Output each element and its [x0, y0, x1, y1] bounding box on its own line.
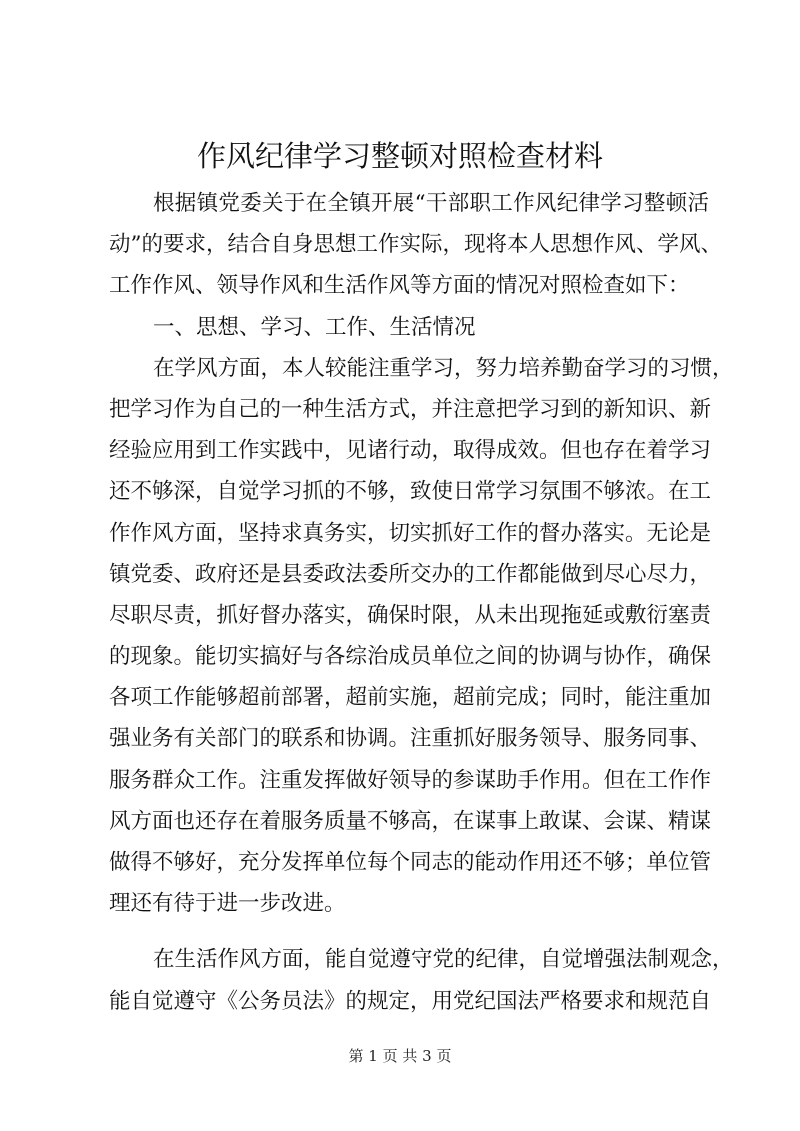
section-heading — [109, 307, 709, 348]
text-line: 镇党委、政府还是县委政法委所交办的工作都能做到尽心尽力， — [109, 561, 712, 587]
text-line: 经验应用到工作实践中，见诸行动，取得成效。但也存在着学习 — [109, 438, 712, 464]
text-line: 还不够深，自觉学习抓的不够，致使日常学习氛围不够浓。在工 — [109, 479, 712, 505]
paragraph-study-work — [109, 348, 734, 925]
paragraph-gap — [109, 924, 709, 939]
text-line: 做得不够好，充分发挥单位每个同志的能动作用还不够；单位管 — [109, 850, 712, 875]
document-title: 作风纪律学习整顿对照检查材料 — [196, 139, 603, 173]
text-line: 能自觉遵守《公务员法》的规定，用党纪国法严格要求和规范自 — [109, 988, 712, 1014]
paragraph-life — [109, 939, 734, 1021]
text-line: 一、思想、学习、工作、生活情况 — [153, 314, 476, 340]
text-line: 尽职尽责，抓好督办落实，确保时限，从未出现拖延或敷衍塞责 — [109, 602, 712, 628]
text-line: 强业务有关部门的联系和协调。注重抓好服务领导、服务同事、 — [109, 726, 712, 752]
text-line: 风方面也还存在着服务质量不够高，在谋事上敢谋、会谋、精谋 — [109, 808, 712, 834]
text-line: 动”的要求，结合自身思想工作实际，现将本人思想作风、学风、 — [109, 232, 722, 258]
text-line: 理还有待于进一步改进。 — [109, 891, 346, 917]
text-line: 各项工作能够超前部署，超前实施，超前完成；同时，能注重加 — [109, 685, 712, 711]
document-body — [109, 183, 734, 1022]
text-line: 作作风方面，坚持求真务实，切实抓好工作的督办落实。无论是 — [109, 520, 712, 546]
text-line: 根据镇党委关于在全镇开展“干部职工作风纪律学习整顿活 — [153, 191, 709, 216]
text-line: 在学风方面，本人较能注重学习，努力培养勤奋学习的习惯， — [153, 355, 734, 381]
text-line: 把学习作为自己的一种生活方式，并注意把学习到的新知识、新 — [109, 396, 712, 422]
text-line: 工作作风、领导作风和生活作风等方面的情况对照检查如下： — [109, 273, 690, 299]
text-line: 的现象。能切实搞好与各综治成员单位之间的协调与协作，确保 — [109, 644, 712, 670]
text-line: 在生活作风方面，能自觉遵守党的纪律，自觉增强法制观念， — [153, 947, 734, 973]
page-footer: 第 1 页 共 3 页 — [348, 1047, 452, 1065]
text-line: 服务群众工作。注重发挥做好领导的参谋助手作用。但在工作作 — [109, 767, 712, 793]
paragraph-intro — [109, 183, 722, 307]
